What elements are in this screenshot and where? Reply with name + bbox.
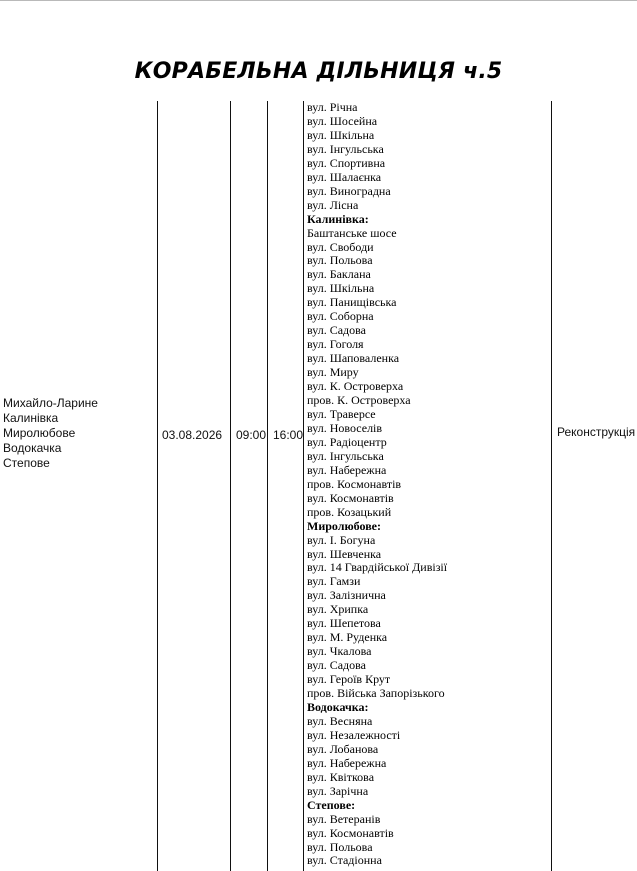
settlement-name: Миролюбове (3, 426, 76, 440)
street-item: вул. Шепетова (307, 616, 381, 631)
street-item: вул. Інгульська (307, 141, 384, 156)
street-item: вул. Свободи (307, 239, 374, 254)
street-item: вул. Лобанова (307, 741, 379, 756)
street-item: вул. Шаповаленка (307, 351, 400, 366)
settlement-name: Михайло-Ларине (3, 396, 98, 410)
street-item: вул. Траверсе (307, 406, 376, 421)
street-item: вул. Набережна (307, 462, 387, 477)
street-item: вул. Космонавтів (307, 490, 394, 505)
street-item: вул. Лісна (307, 197, 359, 212)
street-item: вул. Квіткова (307, 769, 375, 784)
settlement-name: Водокачка (3, 441, 62, 455)
village-heading: Степове: (307, 797, 356, 812)
street-item: вул. Садова (307, 658, 366, 673)
street-item: вул. Чкалова (307, 644, 372, 659)
page-title: КОРАБЕЛЬНА ДІЛЬНИЦЯ ч.5 (134, 59, 503, 84)
village-heading: Водокачка: (307, 699, 369, 714)
date-cell: 03.08.2026 (162, 428, 223, 442)
settlement-name: Калинівка (3, 411, 59, 425)
top-divider (0, 0, 637, 1)
start-time-cell: 09:00 (236, 428, 267, 442)
column-border (267, 101, 268, 871)
street-item: вул. Незалежності (307, 727, 401, 742)
street-item: вул. Шалаєнка (307, 169, 382, 184)
street-item: вул. Панищівська (307, 295, 397, 310)
street-item: вул. Виноградна (307, 183, 391, 198)
village-heading: Калинівка: (307, 211, 369, 226)
street-item: вул. Шосейна (307, 113, 378, 128)
column-border (551, 101, 552, 871)
street-item: вул. 14 Гвардійської Дивізії (307, 560, 448, 575)
street-item: вул. Зарічна (307, 783, 369, 798)
street-item: вул. Новоселів (307, 420, 383, 435)
street-item: вул. Радіоцентр (307, 434, 387, 449)
street-item: вул. І. Богуна (307, 532, 376, 547)
street-item: вул. Спортивна (307, 155, 386, 170)
street-item: вул. М. Руденка (307, 630, 388, 645)
street-item: вул. Польова (307, 253, 373, 268)
street-item: вул. Миру (307, 365, 359, 380)
street-item: вул. Набережна (307, 755, 387, 770)
street-item: вул. Шкільна (307, 281, 375, 296)
street-item: вул. Соборна (307, 309, 374, 324)
street-item: вул. Стадіонна (307, 853, 382, 868)
street-item: пров. Козацький (307, 504, 392, 519)
reason-cell: Реконструкція (557, 425, 636, 439)
column-border (230, 101, 231, 871)
street-item: вул. Інгульська (307, 448, 384, 463)
column-border (157, 101, 158, 871)
village-heading: Миролюбове: (307, 518, 382, 533)
street-item: вул. Весняна (307, 713, 373, 728)
street-item: пров. Війська Запорізького (307, 686, 445, 701)
street-item: вул. Героїв Крут (307, 672, 391, 687)
street-item: вул. Ветеранів (307, 811, 381, 826)
street-item: пров. К. Островерха (307, 393, 411, 408)
street-item: вул. Шкільна (307, 127, 375, 142)
settlement-name: Степове (3, 456, 50, 470)
street-item: вул. Річна (307, 100, 358, 114)
street-item: вул. Гоголя (307, 337, 364, 352)
street-item: вул. Хрипка (307, 602, 369, 617)
settlements-cell (3, 396, 98, 471)
street-item: вул. Садова (307, 323, 366, 338)
street-item: вул. Залізнична (307, 588, 386, 603)
street-item: вул. Польова (307, 839, 373, 854)
street-item: вул. Баклана (307, 267, 371, 282)
street-item: вул. Космонавтів (307, 825, 394, 840)
street-item: Баштанське шосе (307, 225, 397, 240)
street-item: пров. Космонавтів (307, 476, 402, 491)
street-item: вул. Гамзи (307, 574, 361, 589)
streets-cell (307, 101, 551, 868)
street-item: вул. К. Островерха (307, 379, 404, 394)
column-border (303, 101, 304, 871)
street-item: вул. Шевченка (307, 546, 382, 561)
end-time-cell: 16:00 (273, 428, 304, 442)
